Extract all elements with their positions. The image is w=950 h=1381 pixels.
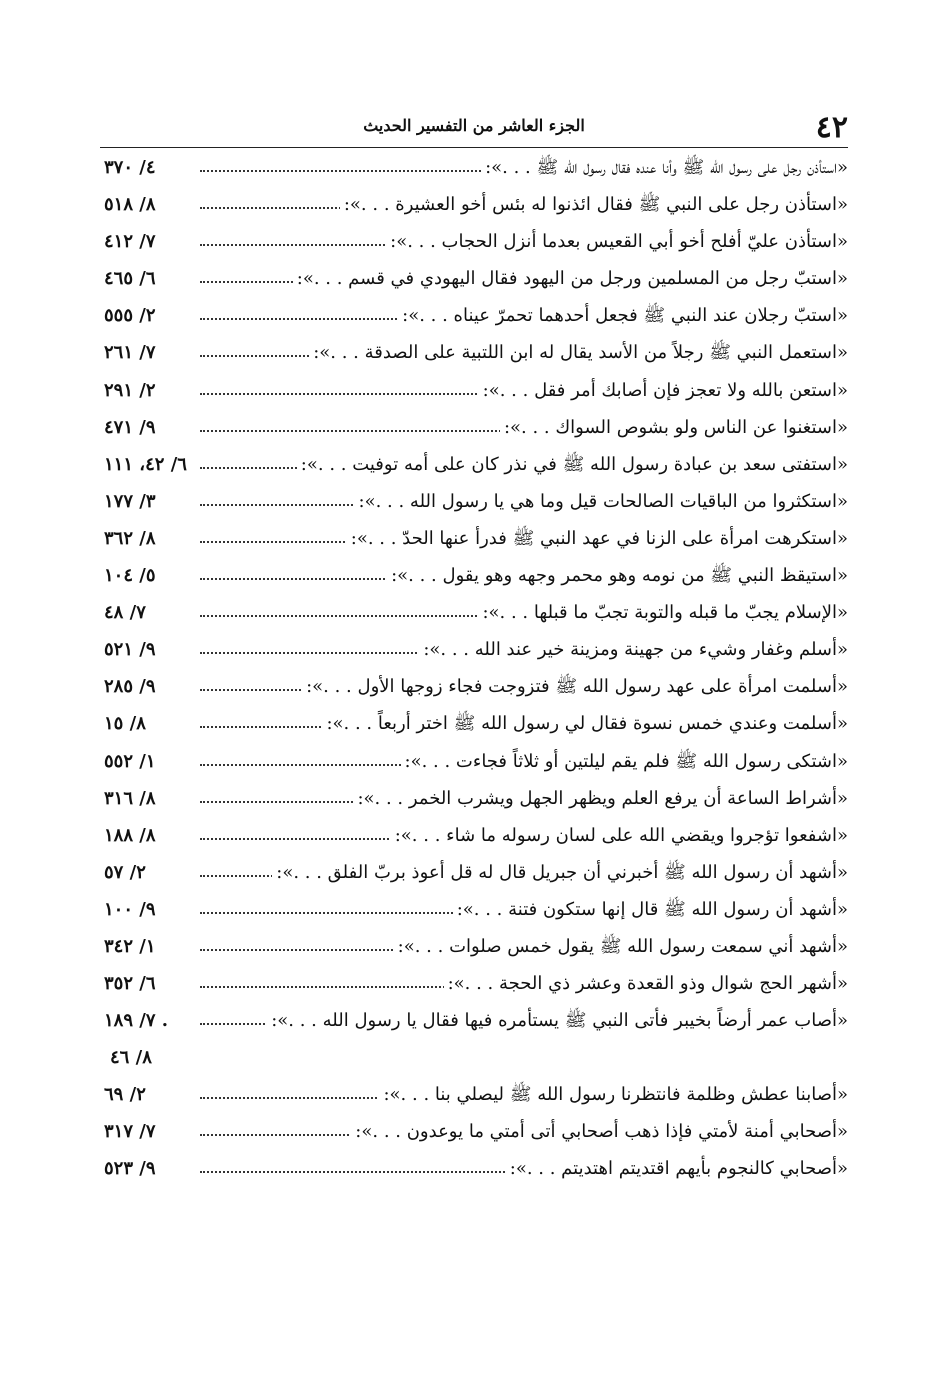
header-rule bbox=[100, 147, 848, 148]
volume-page-reference: ٧/ ٢٦١ bbox=[104, 341, 160, 365]
volume-page-reference: ٧/ ٤٨ bbox=[104, 601, 150, 625]
page-header bbox=[100, 106, 848, 146]
hadith-text: «أسلمت امرأة على عهد رسول الله ﷺ فتزوجت فجاء زوجها الأول . . .»: bbox=[302, 675, 848, 699]
index-entry bbox=[100, 595, 848, 632]
index-entry bbox=[100, 410, 848, 447]
volume-page-reference: ٩/ ٤٧١ bbox=[104, 416, 160, 440]
volume-page-reference: ٣/ ١٧٧ bbox=[104, 490, 160, 514]
hadith-text: «استكرهت امرأة على الزنا في عهد النبي ﷺ فدرأ عنها الحدّ . . .»: bbox=[347, 527, 848, 551]
hadith-text: «استغنوا عن الناس ولو بشوص السواك . . .»: bbox=[500, 416, 848, 440]
volume-page-reference: ٧/ ٤١٢ bbox=[104, 230, 160, 254]
index-entry bbox=[100, 373, 848, 410]
volume-page-reference: ٢/ ٥٥٥ bbox=[104, 304, 160, 328]
hadith-text: «استعمل النبي ﷺ رجلاً من الأسد يقال له ابن اللتبية على الصدقة . . .»: bbox=[309, 341, 848, 365]
hadith-text: «اشتكى رسول الله ﷺ فلم يقم ليلتين أو ثلاثاً فجاءت . . .»: bbox=[401, 750, 849, 774]
volume-page-reference: ٨/ ٣٦٢ bbox=[104, 527, 160, 551]
index-entry bbox=[100, 447, 848, 484]
volume-page-reference: ٨/ ٣١٦ bbox=[104, 787, 160, 811]
index-entry bbox=[100, 1077, 848, 1114]
hadith-text: «أشهد أن رسول الله ﷺ أخبرني أن جبريل قال له قل أعوذ بربّ الفلق . . .»: bbox=[272, 861, 848, 885]
index-entry bbox=[100, 1114, 848, 1151]
hadith-text: «استفتى سعد بن عبادة رسول الله ﷺ في نذر كان على أمه توفيت . . .»: bbox=[297, 453, 848, 477]
volume-page-reference: ٦/ ٣٥٢ bbox=[104, 972, 160, 996]
running-title: الجزء العاشر من التفسير الحديث bbox=[363, 116, 585, 135]
volume-page-reference: ٧/ ٣١٧ bbox=[104, 1120, 160, 1144]
index-entry bbox=[100, 669, 848, 706]
volume-page-reference: ٥/ ١٠٤ bbox=[104, 564, 160, 588]
index-entry bbox=[100, 929, 848, 966]
volume-page-reference: ٢/ ٦٩ bbox=[104, 1083, 150, 1107]
index-entry bbox=[100, 892, 848, 929]
hadith-index-list bbox=[100, 150, 848, 1188]
volume-page-reference: ٦/ ٤٢، ١١١ bbox=[104, 453, 191, 477]
index-entry bbox=[100, 558, 848, 595]
volume-page-reference-continued: ٨/ ٤٦ bbox=[110, 1047, 152, 1069]
index-entry bbox=[100, 187, 848, 224]
index-entry bbox=[100, 150, 848, 187]
index-entry bbox=[100, 484, 848, 521]
index-entry bbox=[100, 298, 848, 335]
index-entry bbox=[100, 966, 848, 1003]
hadith-text: «أصاب عمر أرضاً بخيبر فأتى النبي ﷺ يستأمره فيها فقال يا رسول الله . . .»: bbox=[267, 1009, 848, 1033]
volume-page-reference: ١/ ٥٥٢ bbox=[104, 750, 160, 774]
volume-page-reference: ٨/ ١٨٨ bbox=[104, 824, 160, 848]
volume-page-reference: ٦/ ٤٦٥ bbox=[104, 267, 160, 291]
hadith-text: «استأذن رجل على رسول الله ﷺ وأنا عنده فقال رسول الله ﷺ . . .»: bbox=[481, 156, 848, 180]
volume-page-reference: ٧/ ١٨٩ . bbox=[104, 1009, 172, 1033]
hadith-text: «استبّ رجلان عند النبي ﷺ فجعل أحدهما تحمرّ عيناه . . .»: bbox=[398, 304, 848, 328]
index-entry bbox=[100, 335, 848, 372]
index-entry bbox=[100, 1003, 848, 1077]
index-entry bbox=[100, 261, 848, 298]
volume-page-reference: ٢/ ٢٩١ bbox=[104, 379, 160, 403]
hadith-text: «أصحابي أمنة لأمتي فإذا ذهب أصحابي أتى أمتي ما يوعدون . . .»: bbox=[351, 1120, 848, 1144]
hadith-text: «استأذن رجل على النبي ﷺ فقال ائذنوا له بئس أخو العشيرة . . .»: bbox=[340, 193, 848, 217]
hadith-text: «أشراط الساعة أن يرفع العلم ويظهر الجهل ويشرب الخمر . . .»: bbox=[353, 787, 848, 811]
index-entry bbox=[100, 1151, 848, 1188]
hadith-text: «أسلمت وعندي خمس نسوة فقال لي رسول الله ﷺ اختر أربعاً . . .»: bbox=[322, 712, 848, 736]
volume-page-reference: ١/ ٣٤٢ bbox=[104, 935, 160, 959]
page-number: ٤٢ bbox=[815, 110, 848, 145]
hadith-text: «أشهد أن رسول الله ﷺ قال إنها ستكون فتنة . . .»: bbox=[453, 898, 848, 922]
hadith-text: «أشهر الحج شوال وذو القعدة وعشر ذي الحجة . . .»: bbox=[444, 972, 848, 996]
volume-page-reference: ٩/ ٥٢٣ bbox=[104, 1157, 160, 1181]
index-entry bbox=[100, 224, 848, 261]
hadith-text: «أصابنا عطش وظلمة فانتظرنا رسول الله ﷺ ليصلي بنا . . .»: bbox=[379, 1083, 848, 1107]
hadith-text: «استأذن عليّ أفلح أخو أبي القعيس بعدما أنزل الحجاب . . .»: bbox=[386, 230, 848, 254]
index-entry bbox=[100, 818, 848, 855]
hadith-text: «استعن بالله ولا تعجز فإن أصابك أمر فقل . . .»: bbox=[479, 379, 848, 403]
hadith-text: «أصحابي كالنجوم بأيهم اقتديتم اهتديتم . . .»: bbox=[506, 1157, 848, 1181]
volume-page-reference: ٤/ ٣٧٠ bbox=[104, 156, 160, 180]
index-entry bbox=[100, 632, 848, 669]
volume-page-reference: ٩/ ٥٢١ bbox=[104, 638, 160, 662]
volume-page-reference: ٢/ ٥٧ bbox=[104, 861, 150, 885]
index-entry bbox=[100, 855, 848, 892]
volume-page-reference: ٩/ ١٠٠ bbox=[104, 898, 160, 922]
volume-page-reference: ٩/ ٢٨٥ bbox=[104, 675, 160, 699]
index-entry bbox=[100, 706, 848, 743]
hadith-text: «أسلم وغفار وشيء من جهينة ومزينة خير عند الله . . .»: bbox=[419, 638, 848, 662]
hadith-text: «أشهد أني سمعت رسول الله ﷺ يقول خمس صلوات . . .»: bbox=[394, 935, 848, 959]
hadith-text: «استبّ رجل من المسلمين ورجل من اليهود فقال اليهودي في قسم . . .»: bbox=[293, 267, 848, 291]
volume-page-reference: ٨/ ٥١٨ bbox=[104, 193, 160, 217]
hadith-text: «استيقظ النبي ﷺ من نومه وهو محمر وجهه وهو يقول . . .»: bbox=[387, 564, 848, 588]
index-entry bbox=[100, 744, 848, 781]
index-entry bbox=[100, 781, 848, 818]
hadith-text: «استكثروا من الباقيات الصالحات قيل وما هي يا رسول الله . . .»: bbox=[355, 490, 848, 514]
hadith-text: «اشفعوا تؤجروا ويقضي الله على لسان رسوله ما شاء . . .»: bbox=[391, 824, 848, 848]
index-entry bbox=[100, 521, 848, 558]
hadith-text: «الإسلام يجبّ ما قبله والتوبة تجبّ ما قبلها . . .»: bbox=[478, 601, 848, 625]
volume-page-reference: ٨/ ١٥ bbox=[104, 712, 150, 736]
